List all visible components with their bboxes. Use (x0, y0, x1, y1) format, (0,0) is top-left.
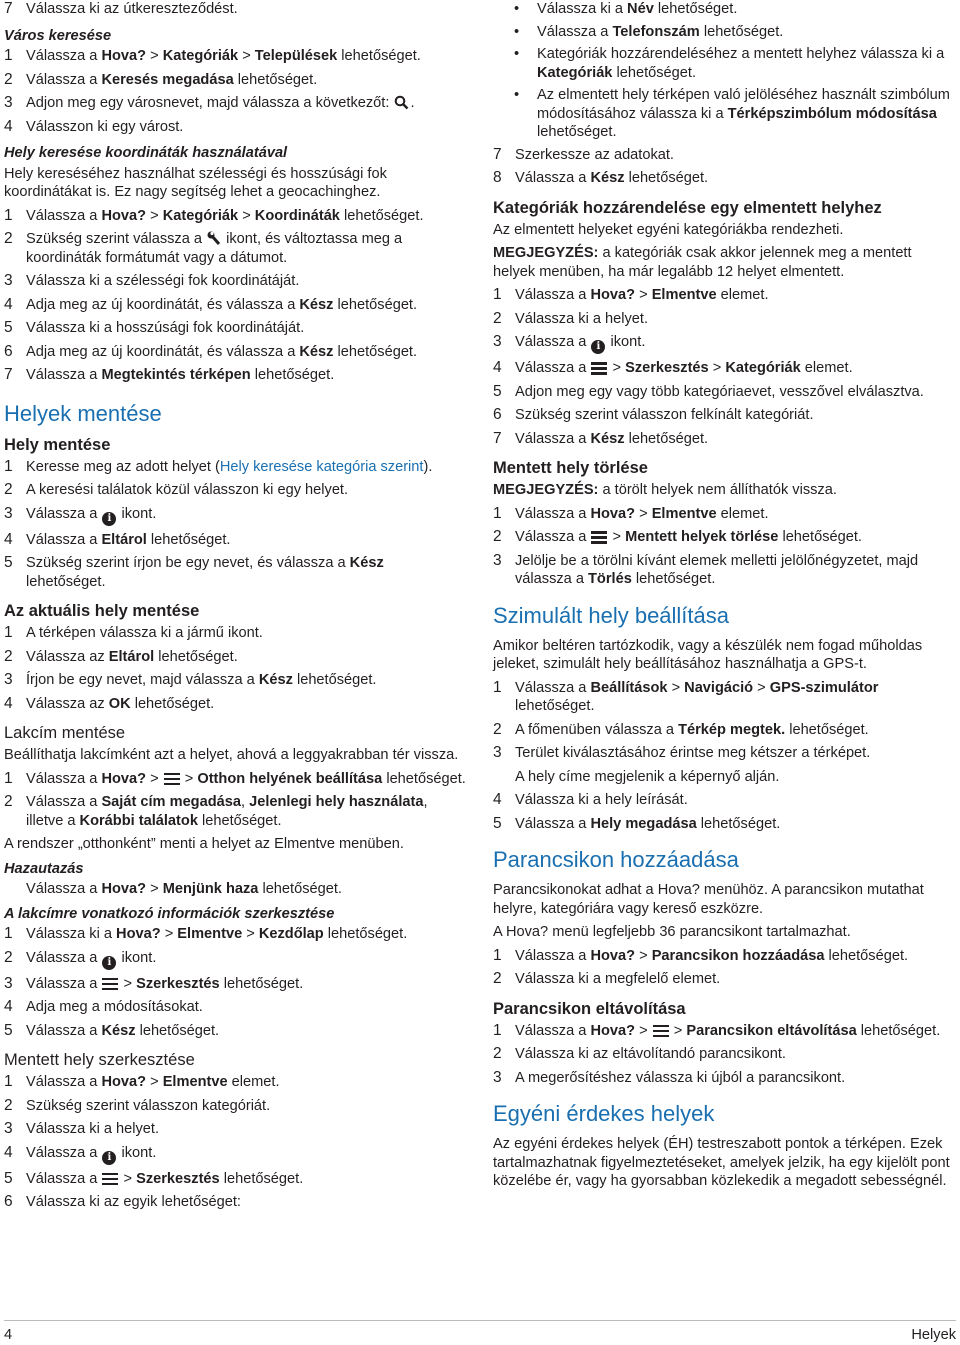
subsection-title: Az aktuális hely mentése (4, 602, 200, 620)
list-item: 4 Válassza ki a hely leírását. (493, 791, 688, 808)
list-item: 2 Szükség szerint válassza a ikont, és változtassa meg a koordináták formátumát vagy a dátumot. (4, 230, 403, 266)
bullet-item: • Kategóriák hozzárendeléséhez a mentett helyhez válassza ki a Kategóriák lehetőséget. (493, 45, 955, 82)
page-number: 4 (4, 1327, 13, 1343)
list-item: 7 Válassza a Kész lehetőséget. (493, 429, 709, 447)
list-item: 5 Adjon meg egy vagy több kategóriaevet, vesszővel elválasztva. (493, 382, 924, 400)
paragraph: A rendszer „otthonként” menti a helyet az Elmentve menüben. (4, 836, 404, 852)
bullet-item: • Válassza ki a Név lehetőséget. (493, 0, 955, 19)
list-item: 4 Válassza a > Szerkesztés > Kategóriák elemet. (493, 359, 853, 376)
list-item: 4 Adja meg a módosításokat. (4, 998, 203, 1015)
search-icon (394, 95, 409, 110)
page-footer (4, 1326, 956, 1345)
info-icon: i (591, 340, 605, 354)
subsection-title: Mentett hely szerkesztése (4, 1051, 195, 1069)
list-item: 6 Szükség szerint válasszon felkínált kategóriát. (493, 406, 814, 423)
section-name: Helyek (911, 1327, 956, 1343)
paragraph: Az elmentett helyeket egyéni kategóriákba rendezheti. (493, 221, 844, 238)
note: MEGJEGYZÉS: a kategóriák csak akkor jelennek meg a mentett helyek menüben, ha már legalább 12 helyet elmentett. (493, 245, 912, 280)
bullet-item: • Válassza a Telefonszám lehetőséget. (493, 23, 955, 42)
menu-icon (653, 1025, 669, 1038)
list-item-note: A hely címe megjelenik a képernyő alján. (515, 768, 780, 785)
subsection-title: Mentett hely törlése (493, 459, 648, 477)
list-item: 4 Adja meg az új koordinátát, és válassza a Kész lehetőséget. (4, 295, 418, 313)
list-item: 1 Válassza a Hova? > Kategóriák > Koordináták lehetőséget. (4, 206, 424, 224)
list-item: 3 Válassza a i ikont. (4, 504, 157, 524)
paragraph: Az egyéni érdekes helyek (ÉH) testreszabott pontok a térképen. Ezek tartalmazhatnak figyelmeztetéseket, amelyek jelzik, ha egy kijelölt pont közelébe ér, vagy ha gyorsabban közlekedik a megadott sebességnél. (493, 1136, 950, 1189)
list-item: 4 Válassza az OK lehetőséget. (4, 694, 215, 712)
paragraph: Hely kereséséhez használhat szélességi és hosszúsági fok koordinátákat is. Ez nagy segítség lehet a geocachinghez. (4, 165, 387, 200)
subsection-title: A lakcímre vonatkozó információk szerkesztése (4, 905, 335, 922)
paragraph: Parancsikonokat adhat a Hova? menühöz. A parancsikon mutathat helyre, kategóriára vagy kereső eszközre. (493, 882, 924, 917)
section-title: Egyéni érdekes helyek (493, 1101, 715, 1126)
menu-icon (591, 362, 607, 375)
list-item: 2 A főmenüben válassza a Térkép megtek. lehetőséget. (493, 720, 869, 738)
section-title: Helyek mentése (4, 400, 162, 426)
list-item: 5 Szükség szerint írjon be egy nevet, és válassza a Kész lehetőséget. (4, 554, 384, 590)
list-item: Válassza a Hova? > Menjünk haza lehetőséget. (26, 881, 342, 897)
list-item: 1 Keresse meg az adott helyet (Hely keresése kategória szerint). (4, 457, 433, 475)
list-item: 2 Válassza ki a helyet. (493, 309, 649, 327)
list-item: 1 Válassza a Hova? > Elmentve elemet. (493, 504, 769, 522)
info-icon: i (102, 956, 116, 970)
list-item: 8 Válassza a Kész lehetőséget. (493, 169, 709, 186)
list-item: 3 Jelölje be a törölni kívánt elemek melletti jelölőnégyzetet, majd válassza a Törlés lehetőséget. (493, 551, 919, 587)
subsection-title: Város keresése (4, 27, 112, 44)
list-item: 2 Válassza ki a megfelelő elemet. (493, 970, 721, 987)
subsection-title: Kategóriák hozzárendelése egy elmentett helyhez (493, 198, 882, 217)
subsection-title: Parancsikon eltávolítása (493, 999, 686, 1018)
list-item: 3 Írjon be egy nevet, majd válassza a Kész lehetőséget. (4, 671, 377, 688)
list-item: 1 Válassza ki a Hova? > Elmentve > Kezdőlap lehetőséget. (4, 925, 408, 942)
list-item: 2 Szükség szerint válasszon kategóriát. (4, 1096, 271, 1114)
menu-icon (102, 978, 118, 991)
list-item: 5 Válassza a Hely megadása lehetőséget. (493, 814, 781, 832)
list-item: 2 Válassza a > Mentett helyek törlése lehetőséget. (493, 528, 862, 545)
list-item: 2 A keresési találatok közül válasszon ki egy helyet. (4, 481, 349, 498)
list-item: 2 Válassza a Keresés megadása lehetőséget. (4, 70, 318, 88)
list-item: 3 Válassza ki a helyet. (4, 1120, 160, 1137)
paragraph: Beállíthatja lakcímként azt a helyet, ahová a leggyakrabban tér vissza. (4, 747, 459, 763)
menu-icon (591, 531, 607, 544)
list-item: 6 Adja meg az új koordinátát, és válassza a Kész lehetőséget. (4, 342, 418, 360)
list-item: 1 Válassza a Hova? > Elmentve elemet. (4, 1073, 280, 1090)
list-item: 3 Adjon meg egy városnevet, majd válassza a következőt: . (4, 94, 415, 111)
list-item: 5 Válassza a > Szerkesztés lehetőséget. (4, 1169, 304, 1187)
list-item: 3 Válassza a i ikont. (493, 333, 646, 352)
list-item: 2 Válassza az Eltárol lehetőséget. (4, 647, 238, 665)
list-item: 3 Válassza ki a szélességi fok koordinátáját. (4, 272, 300, 289)
paragraph: A Hova? menü legfeljebb 36 parancsikont tartalmazhat. (493, 924, 851, 940)
list-item: 3 A megerősítéshez válassza ki újból a parancsikont. (493, 1068, 846, 1086)
list-item: 1 A térképen válassza ki a jármű ikont. (4, 624, 263, 641)
list-item: 1 Válassza a Hova? > Parancsikon hozzáadása lehetőséget. (493, 946, 909, 964)
list-item: 1 Válassza a Beállítások > Navigáció > GPS-szimulátor lehetőséget. (493, 678, 879, 714)
list-item: 5 Válassza ki a hosszúsági fok koordinátáját. (4, 319, 305, 336)
list-item: 1 Válassza a Hova? > > Parancsikon eltávolítása lehetőséget. (493, 1021, 941, 1039)
list-item: 1 Válassza a Hova? > Kategóriák > Települések lehetőséget. (4, 47, 421, 64)
list-item: 2 Válassza a i ikont. (4, 948, 157, 968)
subsection-title: Hely keresése koordináták használatával (4, 145, 288, 161)
list-item: 4 Válasszon ki egy várost. (4, 117, 184, 135)
left-column (4, 0, 466, 1217)
list-item: 1 Válassza a Hova? > > Otthon helyének beállítása lehetőséget. (4, 769, 466, 787)
info-icon: i (102, 1151, 116, 1165)
subsection-title: Hely mentése (4, 435, 111, 454)
list-item: 3 Terület kiválasztásához érintse meg kétszer a térképet. (493, 744, 871, 761)
list-item: 2 Válassza a Saját cím megadása, Jelenlegi hely használata, illetve a Korábbi találatok lehetőséget. (4, 793, 428, 829)
list-item: 6 Válassza ki az egyik lehetőséget: (4, 1193, 241, 1210)
section-title: Parancsikon hozzáadása (493, 847, 739, 872)
menu-icon (164, 773, 180, 786)
footer-divider (4, 1320, 956, 1321)
subsection-title: Hazautazás (4, 860, 84, 877)
section-title: Szimulált hely beállítása (493, 602, 730, 628)
list-item: 1 Válassza a Hova? > Elmentve elemet. (493, 286, 769, 303)
menu-icon (102, 1173, 118, 1186)
list-item: 4 Válassza a i ikont. (4, 1143, 157, 1163)
right-column (493, 0, 955, 1196)
list-item: 4 Válassza a Eltárol lehetőséget. (4, 530, 231, 548)
wrench-icon (207, 231, 221, 246)
list-item: 7 Válassza ki az útkereszteződést. (4, 0, 238, 17)
subsection-title: Lakcím mentése (4, 724, 126, 742)
note: MEGJEGYZÉS: a törölt helyek nem állíthatók vissza. (493, 482, 837, 498)
bullet-item: • Az elmentett hely térképen való jelöléséhez használt szimbólum módosításához válassza ki a Térképszimbólum módosítása lehetőséget. (493, 86, 955, 142)
list-item: 5 Válassza a Kész lehetőséget. (4, 1021, 220, 1039)
info-icon: i (102, 512, 116, 526)
paragraph: Amikor beltéren tartózkodik, vagy a készülék nem fogad műholdas jeleket, szimulált hely beállításához használhatja a GPS-t. (493, 637, 923, 672)
list-item: 3 Válassza a > Szerkesztés lehetőséget. (4, 974, 304, 992)
list-item: 7 Szerkessze az adatokat. (493, 145, 674, 163)
list-item: 7 Válassza a Megtekintés térképen lehetőséget. (4, 366, 335, 383)
cross-reference-link[interactable]: Hely keresése kategória szerint (219, 458, 424, 475)
list-item: 2 Válassza ki az eltávolítandó parancsikont. (493, 1045, 786, 1062)
